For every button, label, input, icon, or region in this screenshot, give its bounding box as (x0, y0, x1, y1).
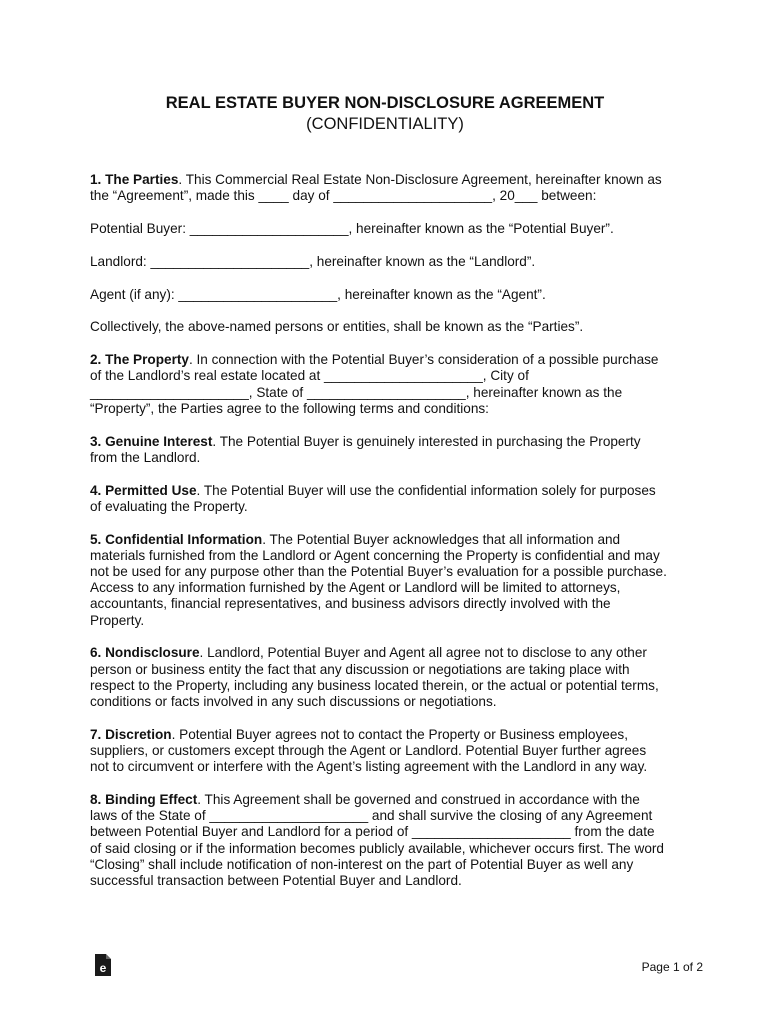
line-text: respect to the Property, including any business located therein, or the actual or potential terms, (90, 677, 659, 693)
line-text: Landlord: _____________________, hereinafter known as the “Landlord”. (90, 253, 536, 269)
line-text: _____________________, State of _____________________, hereinafter known as the (90, 384, 623, 400)
paragraph-line (90, 368, 690, 384)
line-text: Collectively, the above-named persons or entities, shall be known as the “Parties”. (90, 319, 584, 335)
line-text: conditions or facts involved in any such discussions or negotiations. (90, 694, 497, 710)
paragraph-line (90, 254, 690, 270)
paragraph-line (90, 401, 690, 417)
paragraph-line (90, 352, 690, 368)
section-heading: 3. Genuine Interest (90, 433, 213, 449)
line-text: “Closing” shall include notification of non-interest on the part of Potential Buyer as well any (90, 856, 634, 872)
paragraph-line (90, 548, 690, 564)
document-subtitle: (CONFIDENTIALITY) (306, 115, 464, 133)
paragraph-line (90, 727, 690, 743)
paragraph-line (90, 596, 690, 612)
paragraph-line (90, 678, 690, 694)
section-paragraph (90, 645, 690, 710)
paragraph-line (90, 385, 690, 401)
paragraph-line (90, 434, 690, 450)
section-paragraph (90, 319, 690, 335)
line-text: of evaluating the Property. (90, 498, 248, 514)
eforms-logo-icon (94, 953, 112, 977)
line-text: of the Landlord’s real estate located at _____________________, City of (90, 368, 529, 384)
line-text: . In connection with the Potential Buyer’s consideration of a possible purchase (188, 352, 659, 368)
line-text: “Property”, the Parties agree to the following terms and conditions: (90, 400, 489, 416)
paragraph-line (90, 564, 690, 580)
section-paragraph (90, 483, 690, 515)
paragraph-line (90, 613, 690, 629)
section-paragraph (90, 792, 690, 889)
paragraph-line (90, 221, 690, 237)
line-text: the “Agreement”, made this ____ day of _____________________, 20___ between: (90, 188, 597, 204)
line-text: not be used for any purpose other than the Potential Buyer’s evaluation for a possible purchase. (90, 564, 667, 579)
line-text: not to circumvent or interfere with the Agent’s listing agreement with the Landlord in any way. (90, 759, 648, 775)
document-title: REAL ESTATE BUYER NON-DISCLOSURE AGREEMENT (165, 94, 605, 112)
section-heading: 6. Nondisclosure (90, 645, 200, 661)
line-text: between Potential Buyer and Landlord for a period of _____________________ from the date (90, 824, 655, 840)
paragraph-line (90, 662, 690, 678)
paragraph-line (90, 450, 690, 466)
paragraph-line (90, 580, 690, 596)
paragraph-line (90, 857, 690, 873)
section-heading: 4. Permitted Use (90, 482, 197, 498)
paragraph-line (90, 873, 690, 889)
paragraph-line (90, 824, 690, 840)
section-paragraph (90, 254, 690, 270)
section-paragraph (90, 434, 690, 466)
line-text: from the Landlord. (90, 449, 201, 465)
section-heading: 1. The Parties (90, 172, 179, 187)
section-paragraph (90, 532, 690, 629)
line-text: . This Agreement shall be governed and construed in accordance with the (197, 792, 640, 808)
line-text: . The Potential Buyer acknowledges that all information and (262, 531, 621, 547)
line-text: of said closing or if the information becomes publicly available, whichever occurs first. The word (90, 840, 664, 856)
line-text: materials furnished from the Landlord or Agent concerning the Property is confidential and may (90, 547, 660, 563)
line-text: successful transaction between Potential Buyer and Landlord. (90, 873, 462, 889)
paragraph-line (90, 645, 690, 661)
line-text: Potential Buyer: _____________________, hereinafter known as the “Potential Buyer”. (90, 221, 614, 236)
section-paragraph (90, 352, 690, 417)
line-text: accountants, financial representatives, and business advisors directly involved with the (90, 596, 611, 612)
paragraph-line (90, 743, 690, 759)
section-heading: 8. Binding Effect (90, 792, 198, 808)
line-text: . Potential Buyer agrees not to contact the Property or Business employees, (171, 726, 628, 742)
paragraph-line (90, 792, 690, 808)
paragraph-line (90, 287, 690, 303)
paragraph-line (90, 172, 690, 188)
document-body (90, 172, 690, 906)
line-text: laws of the State of _____________________ and shall survive the closing of any Agreement (90, 808, 653, 824)
paragraph-line (90, 319, 690, 335)
paragraph-line (90, 694, 690, 710)
line-text: suppliers, or customers except through the Agent or Landlord. Potential Buyer further agrees (90, 743, 647, 759)
paragraph-line (90, 759, 690, 775)
paragraph-line (90, 841, 690, 857)
line-text: . The Potential Buyer will use the confidential information solely for purposes (196, 482, 656, 498)
line-text: Agent (if any): _____________________, hereinafter known as the “Agent”. (90, 286, 546, 302)
paragraph-line (90, 499, 690, 515)
section-heading: 7. Discretion (90, 726, 172, 742)
section-heading: 2. The Property (90, 352, 189, 368)
line-text: . This Commercial Real Estate Non-Disclosure Agreement, hereinafter known as (178, 172, 662, 187)
section-paragraph (90, 287, 690, 303)
line-text: person or business entity the fact that any discussion or negotiations are taking place with (90, 661, 630, 677)
section-paragraph (90, 221, 690, 237)
paragraph-line (90, 483, 690, 499)
section-paragraph (90, 727, 690, 776)
line-text: . Landlord, Potential Buyer and Agent all agree not to disclose to any other (199, 645, 647, 661)
paragraph-line (90, 808, 690, 824)
paragraph-line (90, 532, 690, 548)
line-text: Property. (90, 612, 145, 628)
line-text: . The Potential Buyer is genuinely interested in purchasing the Property (212, 433, 641, 449)
svg-text:e: e (99, 961, 107, 975)
section-paragraph (90, 172, 690, 204)
paragraph-line (90, 188, 690, 204)
line-text: Access to any information furnished by the Agent or Landlord will be limited to attorneys, (90, 580, 621, 596)
page-number: Page 1 of 2 (641, 960, 703, 974)
section-heading: 5. Confidential Information (90, 531, 263, 547)
